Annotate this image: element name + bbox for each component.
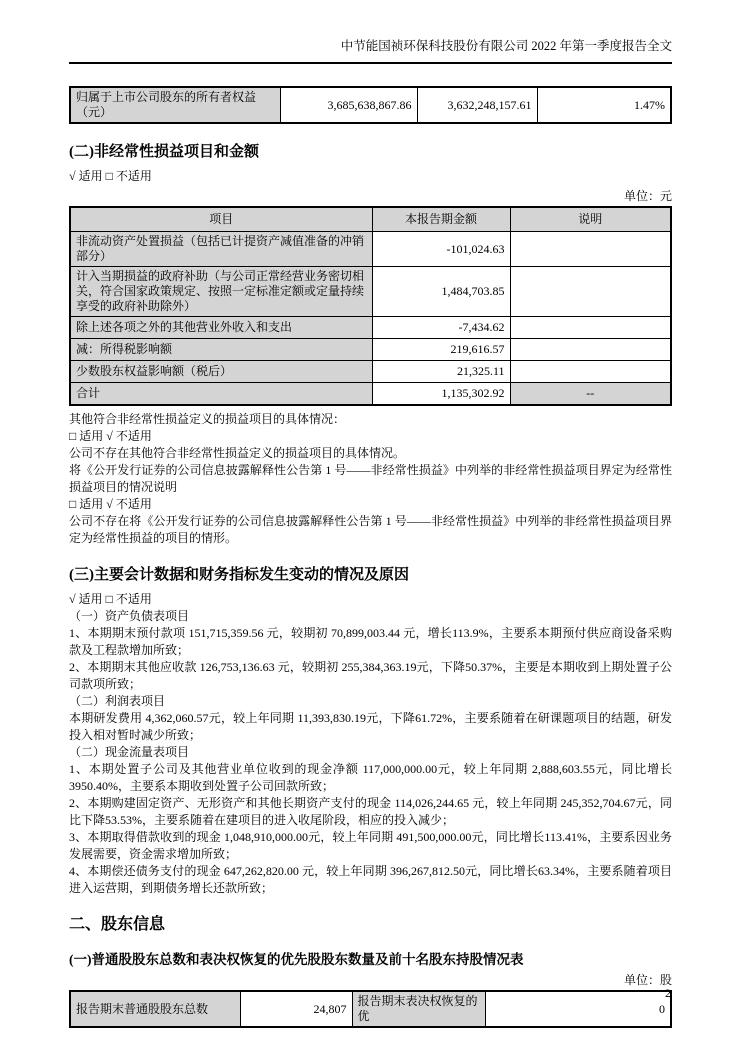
para-line: （二）现金流量表项目 xyxy=(69,745,190,759)
row-amount: 219,616.57 xyxy=(372,339,510,361)
row-item-label: 非流动资产处置损益（包括已计提资产减值准备的冲销部分） xyxy=(70,232,372,267)
column-header-item: 项目 xyxy=(70,207,372,232)
page-number: 2 xyxy=(665,986,671,1000)
equity-prior-value: 3,632,248,157.61 xyxy=(417,87,537,123)
row-note xyxy=(510,339,671,361)
table-row xyxy=(70,267,671,317)
preferred-shareholders-value: 0 xyxy=(485,991,671,1027)
para-line: √ 适用 □ 不适用 xyxy=(69,592,152,606)
table-row xyxy=(70,87,671,123)
unit-label-shares: 单位：股 xyxy=(623,973,672,987)
equity-row-label: 归属于上市公司股东的所有者权益（元） xyxy=(70,87,280,123)
table-row xyxy=(70,317,671,339)
table-row xyxy=(70,361,671,383)
row-amount: -7,434.62 xyxy=(372,317,510,339)
document-header xyxy=(69,38,672,64)
preferred-shareholders-label: 报告期末表决权恢复的优 xyxy=(352,991,485,1027)
note-line: □ 适用 √ 不适用 xyxy=(69,497,152,511)
row-note xyxy=(510,317,671,339)
equity-summary-table xyxy=(69,86,672,124)
note-line: □ 适用 √ 不适用 xyxy=(69,429,152,443)
subsection-heading-shareholder-table: (一)普通股股东总数和表决权恢复的优先股股东数量及前十名股东持股情况表 xyxy=(69,952,524,967)
table-header-row xyxy=(70,207,671,232)
changes-paragraphs xyxy=(69,591,672,897)
column-header-note: 说明 xyxy=(510,207,671,232)
row-note xyxy=(510,361,671,383)
equity-current-value: 3,685,638,867.86 xyxy=(280,87,417,123)
row-note xyxy=(510,267,671,317)
para-line: 1、本期处置子公司及其他营业单位收到的现金净额 117,000,000.00元，较上年同期 2,888,603.55元，同比增长3950.40%，主要系本期收到处置子公司回款所致； xyxy=(69,762,672,793)
row-amount: 1,484,703.85 xyxy=(372,267,510,317)
table-row-total xyxy=(70,383,671,406)
table-row xyxy=(70,339,671,361)
row-item-label: 少数股东权益影响额（税后） xyxy=(70,361,372,383)
common-shareholders-label: 报告期末普通股股东总数 xyxy=(70,991,240,1027)
para-line: 1、本期期末预付款项 151,715,359.56 元，较期初 70,899,003.44 元，增长113.9%，主要系本期预付供应商设备采购款及工程款增加所致； xyxy=(69,626,672,657)
non-recurring-notes xyxy=(69,411,672,547)
section-heading-shareholders: 二、股东信息 xyxy=(69,916,166,933)
para-line: 3、本期取得借款收到的现金 1,048,910,000.00元，较上年同期 491,500,000.00元，同比增长113.41%，主要系因业务发展需要，资金需求增加所致； xyxy=(69,830,672,861)
equity-change-value: 1.47% xyxy=(537,87,671,123)
document-title: 中节能国祯环保科技股份有限公司 2022 年第一季度报告全文 xyxy=(340,39,672,53)
note-line: 公司不存在将《公开发行证券的公司信息披露解释性公告第 1 号——非经常性损益》中列举的非经常性损益项目界定为经常性损益的项目的情形。 xyxy=(69,514,672,545)
shareholder-count-table xyxy=(69,990,672,1028)
section-heading-changes: (三)主要会计数据和财务指标发生变动的情况及原因 xyxy=(69,567,409,583)
row-amount: 1,135,302.92 xyxy=(372,383,510,406)
section-heading-non-recurring: (二)非经常性损益项目和金额 xyxy=(69,144,259,160)
row-note: -- xyxy=(510,383,671,406)
applicability-line: √ 适用 □ 不适用 xyxy=(69,169,152,183)
row-item-label: 减：所得税影响额 xyxy=(70,339,372,361)
non-recurring-items-table xyxy=(69,206,672,406)
row-amount: -101,024.63 xyxy=(372,232,510,267)
para-line: 4、本期偿还债务支付的现金 647,262,820.00 元，较上年同期 396,267,812.50元，同比增长63.34%，主要系随着项目进入运营期，到期债务增长还款所致； xyxy=(69,864,672,895)
para-line: （二）利润表项目 xyxy=(69,694,166,708)
row-item-label: 计入当期损益的政府补助（与公司正常经营业务密切相关，符合国家政策规定、按照一定标准定额或定量持续享受的政府补助除外） xyxy=(70,267,372,317)
note-line: 将《公开发行证券的公司信息披露解释性公告第 1 号——非经常性损益》中列举的非经常性损益项目界定为经常性损益项目的情况说明 xyxy=(69,463,672,494)
row-note xyxy=(510,232,671,267)
row-amount: 21,325.11 xyxy=(372,361,510,383)
table-row xyxy=(70,991,671,1027)
table-row xyxy=(70,232,671,267)
unit-label-yuan: 单位：元 xyxy=(623,189,672,203)
common-shareholders-value: 24,807 xyxy=(240,991,352,1027)
row-item-label: 除上述各项之外的其他营业外收入和支出 xyxy=(70,317,372,339)
note-line: 其他符合非经常性损益定义的损益项目的具体情况： xyxy=(69,412,346,426)
note-line: 公司不存在其他符合非经常性损益定义的损益项目的具体情况。 xyxy=(69,446,406,460)
column-header-amount: 本报告期金额 xyxy=(372,207,510,232)
para-line: 本期研发费用 4,362,060.57元，较上年同期 11,393,830.19元，下降61.72%，主要系随着在研课题项目的结题，研发投入相对暂时减少所致； xyxy=(69,711,672,742)
para-line: （一）资产负债表项目 xyxy=(69,609,190,623)
para-line: 2、本期购建固定资产、无形资产和其他长期资产支付的现金 114,026,244.65 元，较上年同期 245,352,704.67元，同比下降53.53%，主要系随着在建项目的进入收尾阶段，相应的投入减少； xyxy=(69,796,672,827)
para-line: 2、本期期末其他应收款 126,753,136.63 元，较期初 255,384,363.19元，下降50.37%，主要是本期收到上期处置子公司款项所致； xyxy=(69,660,672,691)
row-item-label: 合计 xyxy=(70,383,372,406)
